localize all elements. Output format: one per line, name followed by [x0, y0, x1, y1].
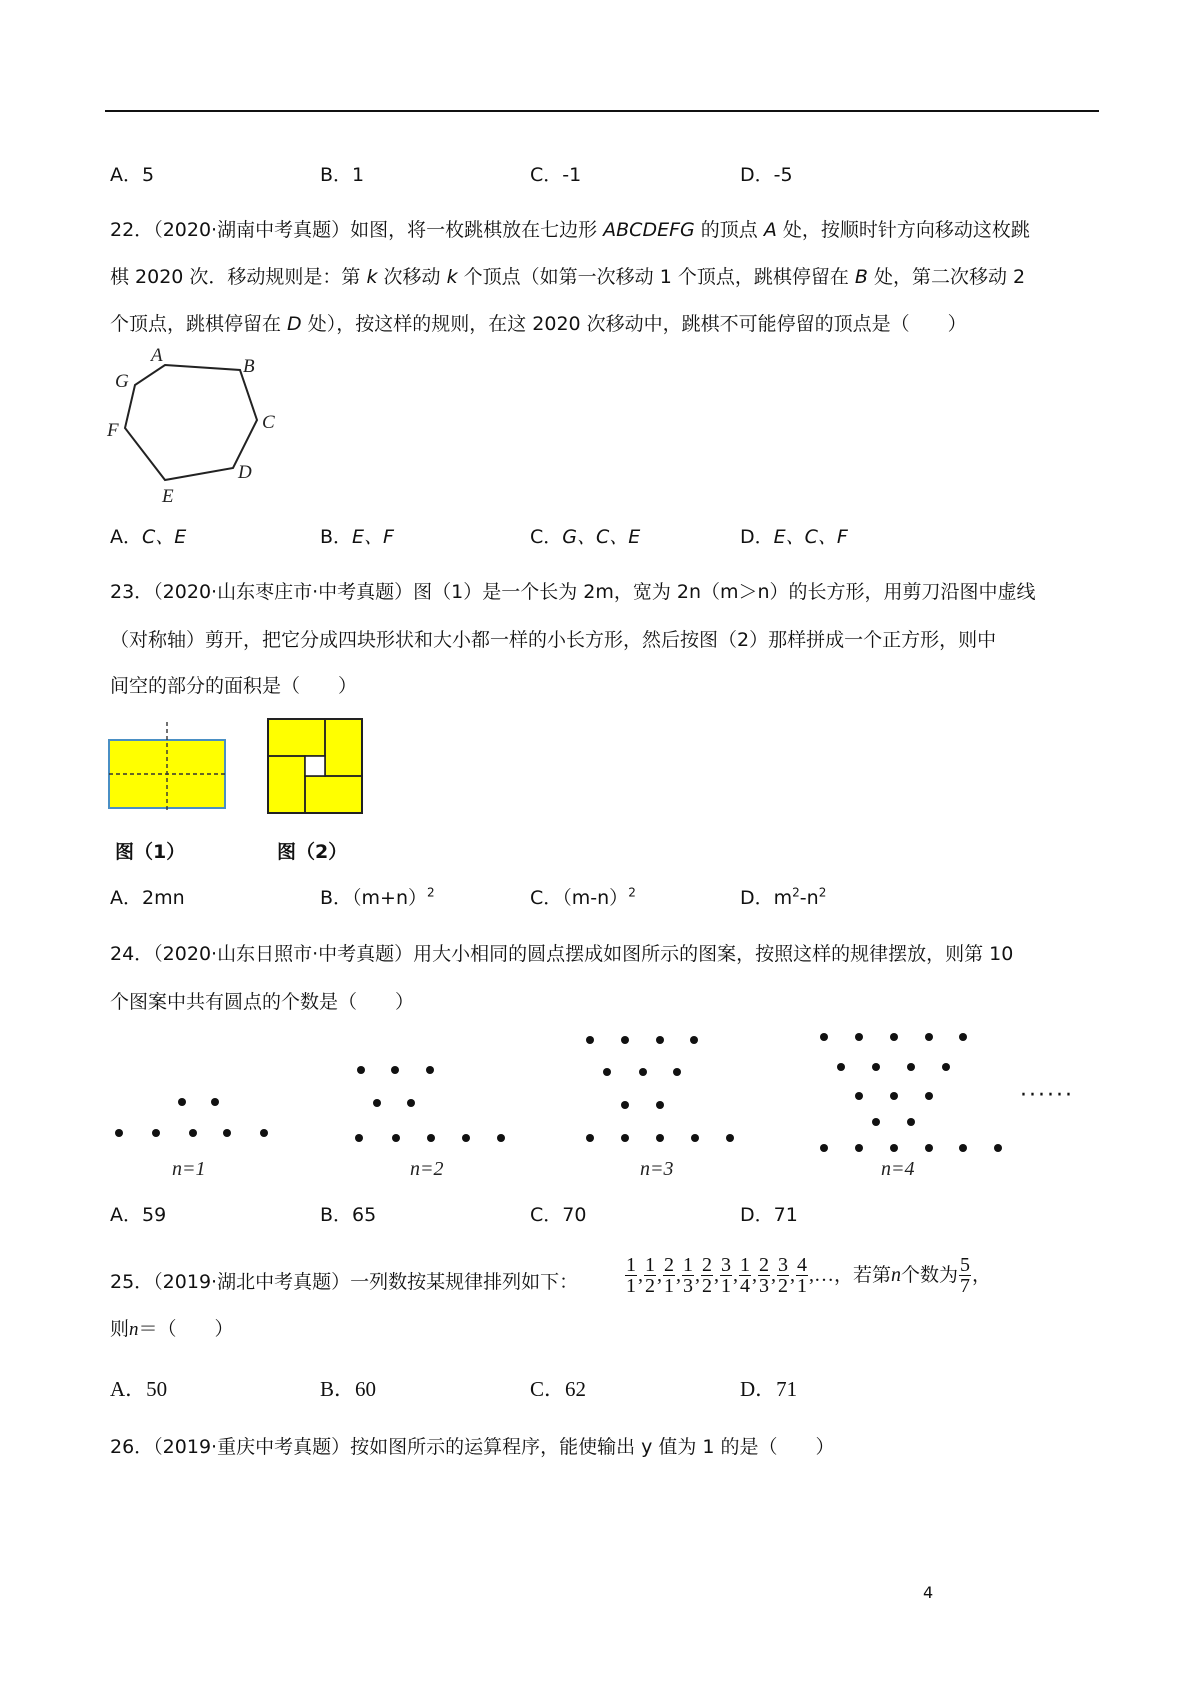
fraction-numerator: 1 [645, 1254, 655, 1276]
q22-source: （2020·湖南中考真题） [153, 219, 351, 241]
q24-option-d[interactable]: D．71 [740, 1204, 798, 1226]
option-letter: A． [110, 526, 142, 548]
q22-text: 个顶点（如第一次移动 1 个顶点，跳棋停留在 [457, 266, 855, 288]
fraction-denominator: 4 [740, 1275, 750, 1297]
dot [373, 1099, 381, 1107]
rectangle-figure-1 [105, 722, 230, 812]
option-exponent: 2 [792, 885, 800, 900]
option-text: -n [799, 887, 819, 909]
dot [925, 1033, 933, 1041]
dot [925, 1092, 933, 1100]
dot [357, 1066, 365, 1074]
fraction-denominator: 2 [645, 1275, 655, 1297]
label-n4: n=4 [881, 1158, 915, 1180]
q22-text: 处，第二次移动 2 [867, 266, 1026, 288]
q21-option-b[interactable]: B．1 [320, 164, 365, 186]
dot [392, 1134, 400, 1142]
figure-2-caption: 图（2） [277, 841, 348, 863]
sequence-comma: , [695, 1264, 700, 1286]
dot [820, 1144, 828, 1152]
q22-option-b[interactable] [320, 522, 394, 549]
heptagon-label-c: C [262, 412, 275, 433]
option-letter: C． [530, 526, 563, 548]
sequence-fraction [777, 1255, 789, 1296]
q25-text: 个数为 [901, 1264, 959, 1286]
target-fraction [959, 1255, 971, 1296]
fraction-denominator: 1 [664, 1275, 674, 1297]
dot-pattern-n1 [115, 1098, 268, 1137]
q22-option-a[interactable] [110, 522, 186, 549]
sequence-comma: , [733, 1264, 738, 1286]
dot [855, 1092, 863, 1100]
option-exponent: 2 [818, 885, 827, 900]
sequence-comma: , [809, 1264, 814, 1286]
fraction-denominator: 1 [626, 1275, 636, 1297]
dot [427, 1134, 435, 1142]
q25-sequence [624, 1255, 991, 1296]
dot [994, 1144, 1002, 1152]
label-n1: n=1 [172, 1158, 206, 1180]
q22-options [110, 522, 1100, 548]
q23-option-b[interactable] [320, 883, 435, 910]
dot [691, 1134, 699, 1142]
dot [621, 1036, 629, 1044]
q22-text: 棋 2020 次．移动规则是：第 [110, 266, 367, 288]
q22-text: 个顶点，跳棋停留在 [110, 313, 288, 335]
sequence-fraction [682, 1255, 694, 1296]
dot [211, 1098, 219, 1106]
heptagon-label-b: B [243, 356, 255, 377]
dot [656, 1101, 664, 1109]
heptagon-label-g: G [115, 371, 129, 392]
q22-line-3 [110, 312, 967, 336]
dot [656, 1134, 664, 1142]
fraction-denominator: 3 [759, 1275, 769, 1297]
q22-polygon-name: ABCDEFG [603, 219, 695, 241]
option-value: E、F [352, 526, 394, 548]
q25-var-n: n [891, 1264, 902, 1286]
q25-prefix: 25．（2019·湖北中考真题）一列数按某规律排列如下： [110, 1271, 579, 1293]
q22-vertex: D [287, 313, 302, 335]
q25-text: 则 [110, 1318, 130, 1340]
q22-text: 次移动 [377, 266, 447, 288]
dot [872, 1118, 880, 1126]
dot [497, 1134, 505, 1142]
q23-line-1: 23．（2020·山东枣庄市·中考真题）图（1）是一个长为 2m，宽为 2n（m＞n）的长方形，用剪刀沿图中虚线 [110, 581, 1036, 603]
q22-text: 处），按这样的规则，在这 2020 次移动中，跳棋不可能停留的顶点是（ ） [301, 313, 967, 335]
q25-options [110, 1373, 1100, 1399]
q26-line: 26．（2019·重庆中考真题）按如图所示的运算程序，能使输出 y 值为 1 的是（ ） [110, 1436, 835, 1458]
q23-option-c[interactable] [530, 883, 636, 910]
q23-line-2: （对称轴）剪开，把它分成四块形状和大小都一样的小长方形，然后按图（2）那样拼成一个正方形，则中 [110, 629, 997, 651]
fraction-numerator: 2 [759, 1254, 769, 1276]
heptagon-label-d: D [238, 462, 252, 483]
q24-line-2: 个图案中共有圆点的个数是（ ） [110, 991, 415, 1013]
dot-pattern-n3 [586, 1036, 734, 1142]
fraction-numerator: 1 [683, 1254, 693, 1276]
dot [462, 1134, 470, 1142]
fraction-numerator: 2 [664, 1254, 674, 1276]
sequence-fractions [624, 1254, 814, 1297]
q23-options [110, 883, 1100, 909]
dot-pattern-n4 [820, 1033, 1002, 1152]
dot [837, 1063, 845, 1071]
sequence-comma: , [714, 1264, 719, 1286]
dot [855, 1033, 863, 1041]
dot [407, 1099, 415, 1107]
sequence-fraction [720, 1255, 732, 1296]
fraction-numerator: 1 [740, 1254, 750, 1276]
q22-option-c[interactable] [530, 522, 640, 549]
dot [907, 1118, 915, 1126]
option-exponent: 2 [427, 885, 435, 900]
dot [890, 1144, 898, 1152]
dot [673, 1068, 681, 1076]
dot [726, 1134, 734, 1142]
dot [855, 1144, 863, 1152]
figure-1-caption: 图（1） [115, 841, 186, 863]
q25-text: ＝（ ） [138, 1318, 234, 1340]
q22-text: 的顶点 [694, 219, 764, 241]
q25-option-d[interactable]: D．71 [740, 1377, 798, 1401]
fraction-denominator: 7 [960, 1275, 971, 1297]
dot [942, 1063, 950, 1071]
q24-options [110, 1200, 1100, 1226]
dot [355, 1134, 363, 1142]
q24-option-a[interactable]: A．59 [110, 1204, 167, 1226]
dot [603, 1068, 611, 1076]
fraction-denominator: 1 [721, 1275, 731, 1297]
q25-option-b[interactable]: B．60 [320, 1377, 377, 1401]
dot [260, 1129, 268, 1137]
q24-option-c[interactable]: C．70 [530, 1204, 587, 1226]
fraction-numerator: 2 [702, 1254, 712, 1276]
sequence-fraction [739, 1255, 751, 1296]
sequence-fraction [644, 1255, 656, 1296]
option-value: C、E [142, 526, 187, 548]
dot [391, 1066, 399, 1074]
sequence-comma: , [752, 1264, 757, 1286]
dot [189, 1129, 197, 1137]
q21-option-c[interactable]: C．-1 [530, 164, 582, 186]
q21-option-d[interactable]: D．-5 [740, 164, 793, 186]
sequence-fraction [796, 1255, 808, 1296]
label-n3: n=3 [640, 1158, 674, 1180]
fraction-numerator: 5 [960, 1254, 971, 1276]
q25-line-2 [110, 1317, 234, 1342]
dot [959, 1033, 967, 1041]
heptagon-label-a: A [151, 345, 163, 366]
heptagon-label-e: E [162, 486, 174, 507]
header-rule [105, 110, 1099, 112]
dot [621, 1101, 629, 1109]
fraction-numerator: 3 [778, 1254, 788, 1276]
dot [890, 1092, 898, 1100]
fraction-denominator: 3 [683, 1275, 693, 1297]
fraction-numerator: 3 [721, 1254, 731, 1276]
q22-line-2 [110, 265, 1025, 289]
option-exponent: 2 [628, 885, 636, 900]
q22-text: 如图，将一枚跳棋放在七边形 [350, 219, 604, 241]
option-value: E、C、F [773, 526, 848, 548]
fraction-numerator: 4 [797, 1254, 807, 1276]
q22-text: 处，按顺时针方向移动这枚跳 [776, 219, 1030, 241]
heptagon-figure [105, 340, 295, 510]
q23-line-3: 间空的部分的面积是（ ） [110, 675, 358, 697]
option-text: B．（m+n） [320, 887, 428, 909]
dot-pattern-figure [105, 1030, 1125, 1180]
q25-text: ，若第 [834, 1264, 892, 1286]
fraction-denominator: 1 [797, 1275, 807, 1297]
q23-option-d[interactable] [740, 883, 826, 910]
option-text: C．（m-n） [530, 887, 629, 909]
dot [820, 1033, 828, 1041]
q21-option-a[interactable]: A．5 [110, 164, 155, 186]
q22-vertex: B [854, 266, 868, 288]
option-letter: B． [320, 526, 353, 548]
q25-option-a[interactable]: A．50 [110, 1377, 168, 1401]
q21-options [110, 160, 1100, 186]
dot [907, 1063, 915, 1071]
fraction-numerator: 1 [626, 1254, 636, 1276]
dot [152, 1129, 160, 1137]
option-value: G、C、E [562, 526, 641, 548]
sequence-comma: , [676, 1264, 681, 1286]
dot-pattern-ellipsis: ······ [1020, 1083, 1074, 1108]
dot [872, 1063, 880, 1071]
dot [639, 1068, 647, 1076]
q25-option-c[interactable]: C．62 [530, 1377, 587, 1401]
q22-var-k: k [366, 266, 378, 288]
q22-line-1 [110, 218, 1030, 242]
option-text: D．m [740, 887, 793, 909]
dot [925, 1144, 933, 1152]
q23-option-a[interactable]: A．2mn [110, 887, 185, 909]
dot [426, 1066, 434, 1074]
dot [115, 1129, 123, 1137]
dot [178, 1098, 186, 1106]
sequence-fraction [701, 1255, 713, 1296]
dot [621, 1134, 629, 1142]
sequence-comma: , [771, 1264, 776, 1286]
sequence-comma: , [638, 1264, 643, 1286]
q22-var-k: k [446, 266, 458, 288]
sequence-fraction [625, 1255, 637, 1296]
hollow-center [305, 756, 325, 776]
square-figure-2 [266, 717, 366, 817]
sequence-comma: , [790, 1264, 795, 1286]
q24-line-1: 24．（2020·山东日照市·中考真题）用大小相同的圆点摆成如图所示的图案，按照这样的规律摆放，则第 10 [110, 943, 1014, 965]
sequence-dots: … [814, 1264, 834, 1286]
dot [890, 1033, 898, 1041]
page-number: 4 [923, 1583, 934, 1602]
sequence-fraction [758, 1255, 770, 1296]
fraction-denominator: 2 [778, 1275, 788, 1297]
dot [586, 1134, 594, 1142]
sequence-fraction [663, 1255, 675, 1296]
dot-pattern-n2 [355, 1066, 505, 1142]
heptagon-label-f: F [107, 420, 119, 441]
q22-number: 22． [110, 219, 154, 241]
q25-var-n: n [129, 1319, 139, 1340]
dot [223, 1129, 231, 1137]
q22-option-d[interactable] [740, 522, 848, 549]
dot [959, 1144, 967, 1152]
sequence-comma: , [657, 1264, 662, 1286]
option-letter: D． [740, 526, 774, 548]
dot [690, 1036, 698, 1044]
q24-option-b[interactable]: B．65 [320, 1204, 377, 1226]
label-n2: n=2 [410, 1158, 444, 1180]
q25-text: ， [972, 1264, 992, 1286]
dot [586, 1036, 594, 1044]
q22-vertex: A [763, 219, 777, 241]
dot [656, 1036, 664, 1044]
fraction-denominator: 2 [702, 1275, 712, 1297]
